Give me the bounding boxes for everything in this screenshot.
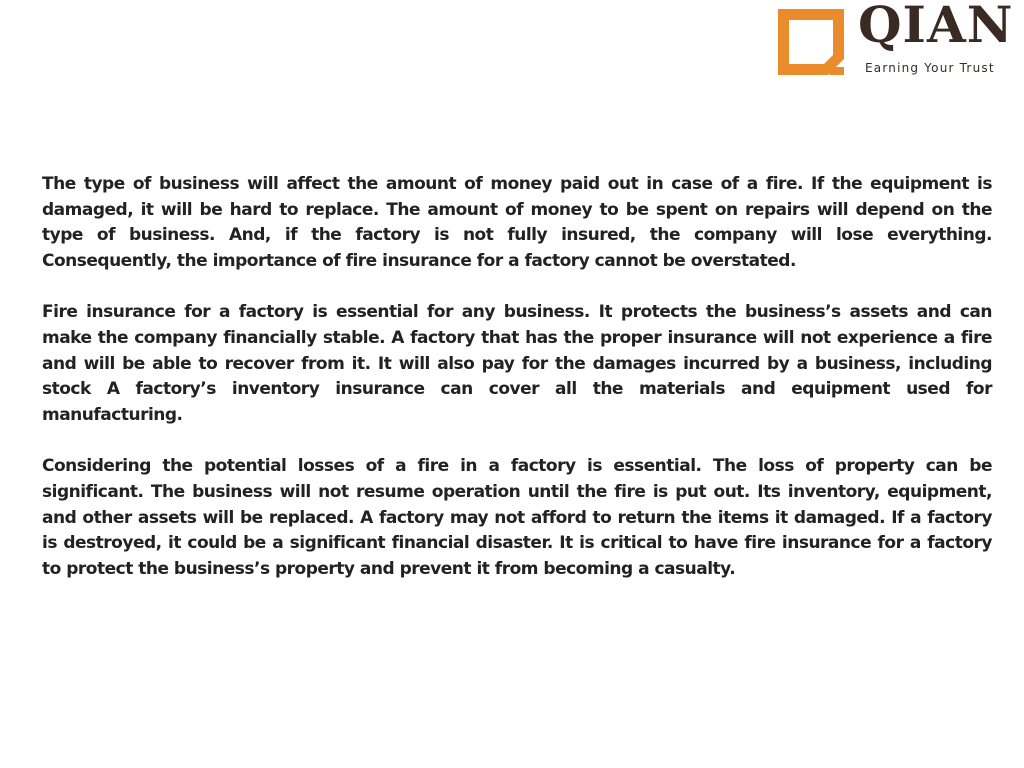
- brand-logo: [778, 0, 1018, 78]
- paragraph-1: The type of business will affect the amount of money paid out in case of a fire. If the equipment is damaged, it will be hard to replace. The amount of money to be spent on repairs will depend on the type of business. And, if the factory is not fully insured, the company will lose everything. Consequently, the importance of fire insurance for a factory cannot be overstated.: [42, 174, 992, 271]
- brand-wordmark: QIAN: [858, 0, 1014, 54]
- q-square-logo-icon: [778, 9, 844, 75]
- paragraph-2: Fire insurance for a factory is essential for any business. It protects the business’s assets and can make the company financially stable. A factory that has the proper insurance will not experience a fire and will be able to recover from it. It will also pay for the damages incurred by a business, including stock A factory’s inventory insurance can cover all the materials and equipment used for manufacturing.: [42, 302, 992, 425]
- article-body: [42, 172, 992, 608]
- paragraph-3: Considering the potential losses of a fire in a factory is essential. The loss of property can be significant. The business will not resume operation until the fire is put out. Its inventory, equipment, and other assets will be replaced. A factory may not afford to return the items it damaged. If a factory is destroyed, it could be a significant financial disaster. It is critical to have fire insurance for a factory to protect the business’s property and prevent it from becoming a casualty.: [42, 456, 992, 579]
- brand-tagline: Earning Your Trust: [865, 61, 995, 75]
